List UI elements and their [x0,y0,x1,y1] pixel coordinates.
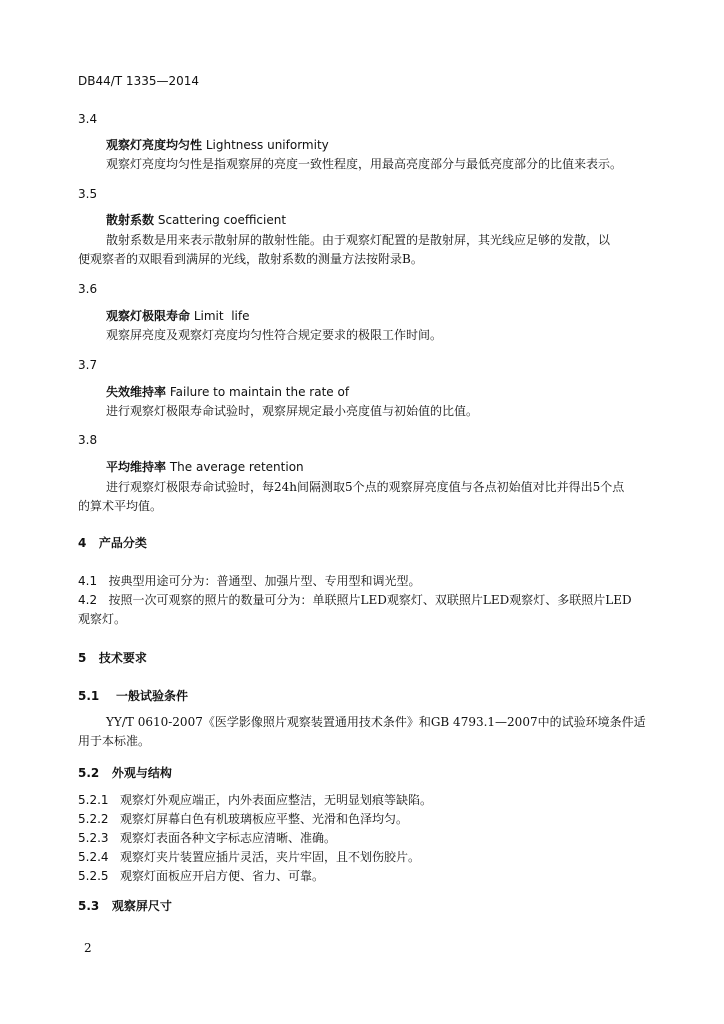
page-number: 2 [84,941,92,955]
term-definition: 观察屏亮度及观察灯亮度均匀性符合规定要求的极限工作时间。 [106,328,443,342]
section-heading [78,535,147,551]
term-cn: 失效维持率 [106,385,167,399]
list-item [78,792,432,808]
item-text: 观察灯外观应端正，内外表面应整洁，无明显划痕等缺陷。 [120,793,433,807]
list-item [78,849,420,865]
term-definition: 观察灯亮度均匀性是指观察屏的亮度一致性程度，用最高亮度部分与最低亮度部分的比值来表示。 [106,157,623,171]
section-number: 4 [78,536,87,550]
term-definition: 散射系数是用来表示散射屏的散射性能。由于观察灯配置的是散射屏，其光线应足够的发散，以 [106,233,611,247]
term-en: Scattering coefficient [157,213,287,227]
subsection-title: 外观与结构 [111,766,172,780]
clause-number: 3.4 [78,112,98,126]
term-definition: 进行观察灯极限寿命试验时，每24h间隔测取5个点的观察屏亮度值与各点初始值对比并得出5个点 [106,480,625,494]
subsection-heading [78,765,172,781]
list-item [78,811,408,827]
subsection-title: 一般试验条件 [115,689,188,703]
term-definition-cont: 便观察者的双眼看到满屏的光线，散射系数的测量方法按附录B。 [78,252,423,266]
item-number: 5.2.5 [78,869,109,883]
term-cn: 平均维持率 [106,460,167,474]
section-title: 产品分类 [98,536,147,550]
item-text: 观察灯屏幕白色有机玻璃板应平整、光滑和色泽均匀。 [120,812,409,826]
section-number: 5 [78,651,87,665]
subsection-number: 5.3 [78,899,100,913]
term-heading [106,212,286,228]
item-text: 观察灯面板应开启方便、省力、可靠。 [120,869,325,883]
item-number: 5.2.4 [78,850,109,864]
term-en: Lightness uniformity [205,138,329,152]
section-title: 技术要求 [98,651,147,665]
item-text: 按典型用途可分为：普通型、加强片型、专用型和调光型。 [108,574,421,588]
term-en: The average retention [169,460,304,474]
item-number: 5.2.1 [78,793,109,807]
item-text: 观察灯夹片装置应插片灵活，夹片牢固，且不划伤胶片。 [120,850,421,864]
item-number: 4.1 [78,574,98,588]
item-number: 4.2 [78,593,98,607]
list-item [78,592,632,608]
term-en: Failure to maintain the rate of [169,385,350,399]
item-text: 按照一次可观察的照片的数量可分为：单联照片LED观察灯、双联照片LED观察灯、多联照片LED [108,593,632,607]
subsection-number: 5.2 [78,766,100,780]
paragraph: YY/T 0610-2007《医学影像照片观察装置通用技术条件》和GB 4793.1—2007中的试验环境条件适 [106,715,646,729]
subsection-heading [78,898,172,914]
term-definition: 进行观察灯极限寿命试验时，观察屏规定最小亮度值与初始值的比值。 [106,404,479,418]
item-number: 5.2.2 [78,812,109,826]
item-text: 观察灯表面各种文字标志应清晰、准确。 [120,831,337,845]
subsection-number: 5.1 [78,689,100,703]
term-cn: 观察灯亮度均匀性 [106,138,203,152]
item-text-cont: 观察灯。 [78,612,127,626]
term-heading [106,459,304,475]
section-heading [78,650,147,666]
clause-number: 3.5 [78,187,98,201]
term-cn: 观察灯极限寿命 [106,309,191,323]
clause-number: 3.6 [78,282,98,296]
term-en: Limit life [193,309,250,323]
clause-number: 3.7 [78,358,98,372]
term-heading [106,137,329,153]
subsection-heading [78,688,188,704]
paragraph-cont: 用于本标准。 [78,734,151,748]
term-heading [106,308,250,324]
list-item [78,573,421,589]
clause-number: 3.8 [78,433,98,447]
item-number: 5.2.3 [78,831,109,845]
term-heading [106,384,349,400]
list-item [78,868,324,884]
term-definition-cont: 的算术平均值。 [78,499,163,513]
list-item [78,830,336,846]
subsection-title: 观察屏尺寸 [111,899,172,913]
standard-code-header: DB44/T 1335—2014 [78,74,200,88]
term-cn: 散射系数 [106,213,155,227]
